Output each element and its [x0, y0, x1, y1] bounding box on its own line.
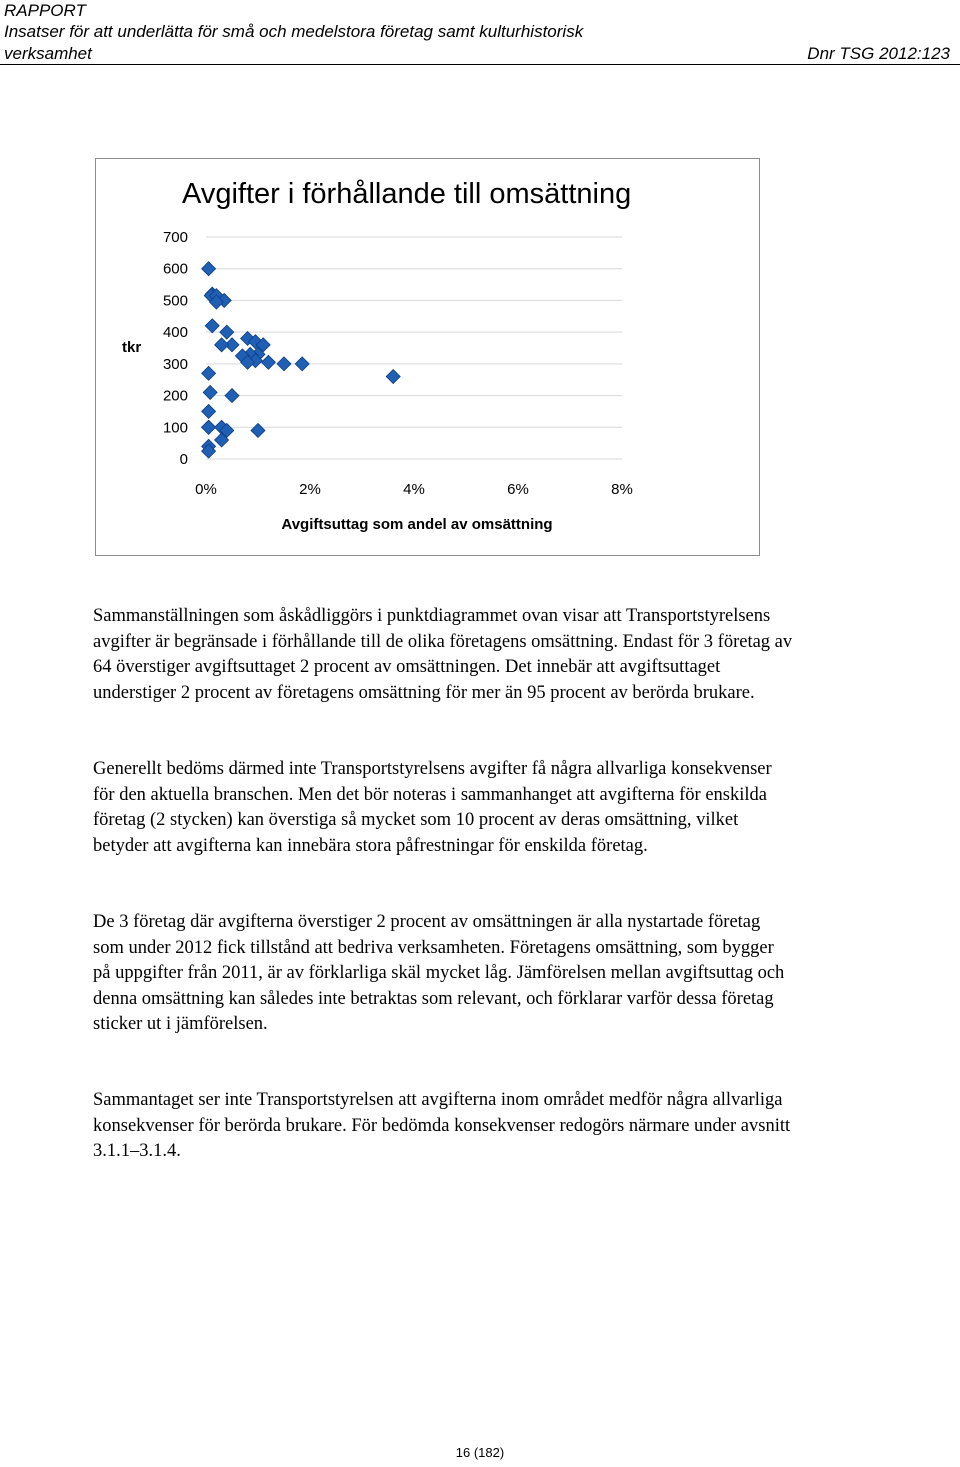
paragraph-assessment: Generellt bedöms därmed inte Transportstyrelsens avgifter få några allvarliga konsekvenser för den aktuella branschen. Men det bör noteras i sammanhanget att avgifterna för enskilda företag (2 stycken) kan överstiga så mycket som 10 procent av deras omsättning, vilket betyder att avgifterna kan innebära stora påfrestningar för enskilda företag.	[93, 759, 772, 856]
y-axis-label: tkr	[122, 339, 142, 356]
data-point	[251, 423, 265, 437]
scatter-chart	[95, 158, 760, 556]
data-point	[205, 319, 219, 333]
paragraph-summary: Sammanställningen som åskådliggörs i punktdiagrammet ovan visar att Transportstyrelsens avgifter är begränsade i förhållande till de olika företagens omsättning. Endast för 3 företag av 64 överstiger avgiftsuttaget 2 procent av omsättningen. Det innebär att avgiftsuttaget understiger 2 procent av företagens omsättning för mer än 95 procent av berörda brukare.	[93, 606, 793, 703]
data-point	[202, 366, 216, 380]
data-point	[277, 357, 291, 371]
y-tick-label: 700	[162, 229, 188, 246]
document-number: Dnr TSG 2012:123	[807, 44, 950, 63]
data-point	[220, 325, 234, 339]
y-tick-label: 200	[162, 387, 188, 405]
report-label: RAPPORT	[4, 1, 86, 20]
report-subtitle-cont: verksamhet	[4, 44, 92, 63]
data-point	[202, 262, 216, 276]
x-tick-label: 6%	[507, 481, 529, 498]
report-subtitle: Insatser för att underlätta för små och medelstora företag samt kulturhistorisk	[4, 22, 584, 41]
paragraph-new-companies: De 3 företag där avgifterna överstiger 2 procent av omsättningen är alla nystartade företag som under 2012 fick tillstånd att bedriva verksamheten. Företagens omsättning, som bygger på uppgifter från 2011, är av förklarliga skäl mycket låg. Jämförelsen mellan avgiftsuttag och denna omsättning kan således inte betraktas som relevant, och förklarar varför dessa företag sticker ut i jämförelsen.	[93, 912, 785, 1034]
page-number: 16 (182)	[455, 1445, 505, 1460]
paragraph-conclusion: Sammantaget ser inte Transportstyrelsen att avgifterna inom området medför några allvarliga konsekvenser för berörda brukare. För bedömda konsekvenser redogörs närmare under avsnitt 3.1.1–3.1.4.	[93, 1090, 791, 1161]
y-tick-label: 0	[179, 451, 188, 468]
header-divider	[0, 64, 960, 65]
data-point	[203, 385, 217, 399]
data-point	[225, 389, 239, 403]
x-axis-label: Avgiftsuttag som andel av omsättning	[281, 516, 553, 533]
chart-canvas	[96, 159, 761, 557]
x-tick-label: 0%	[195, 481, 217, 498]
y-tick-label: 500	[162, 292, 188, 310]
data-point	[202, 420, 216, 434]
x-tick-label: 2%	[299, 481, 321, 498]
data-point	[215, 338, 229, 352]
y-tick-label: 100	[162, 419, 188, 437]
y-tick-label: 400	[162, 324, 188, 342]
data-point	[261, 355, 275, 369]
x-tick-label: 4%	[403, 481, 425, 498]
y-tick-label: 300	[162, 355, 188, 373]
data-point	[202, 404, 216, 418]
data-point	[295, 357, 309, 371]
x-tick-label: 8%	[611, 481, 633, 498]
chart-title: Avgifter i förhållande till omsättning	[182, 178, 632, 210]
data-point	[386, 370, 400, 384]
y-tick-label: 600	[162, 260, 188, 278]
